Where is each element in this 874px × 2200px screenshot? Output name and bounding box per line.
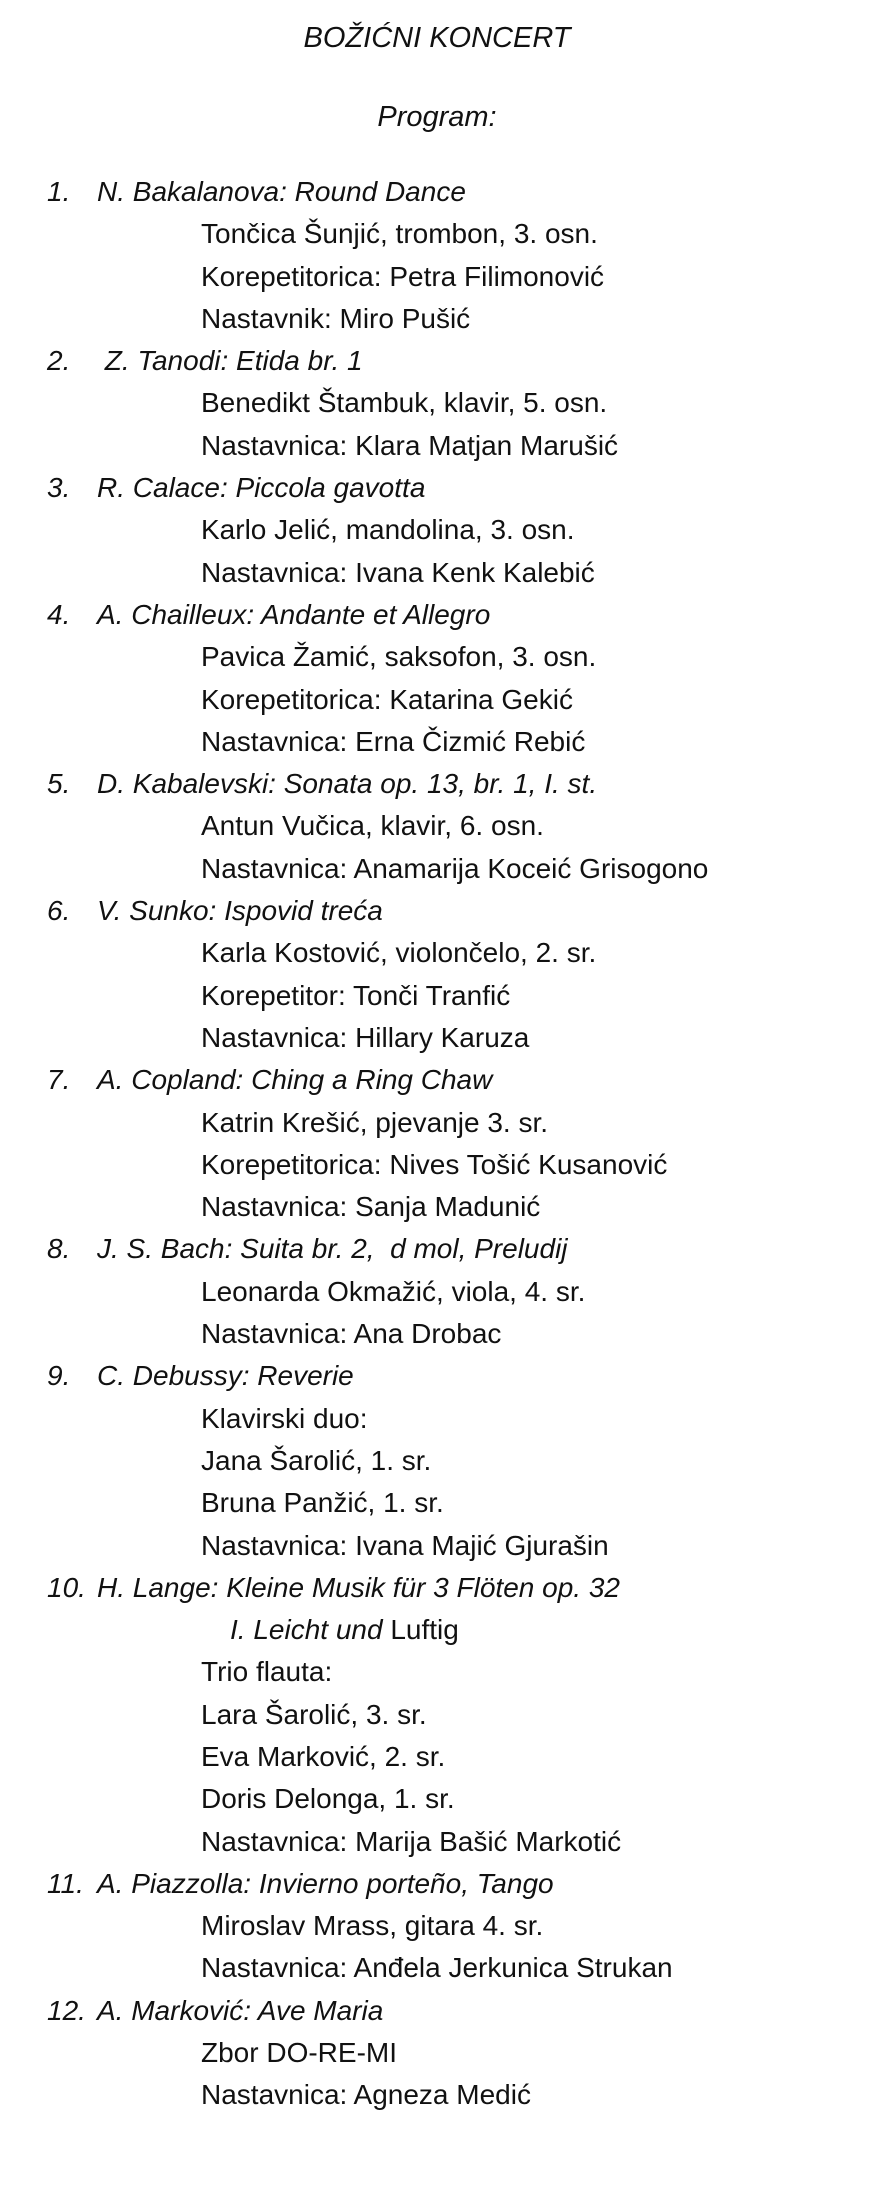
piece-line [0,467,874,509]
item-number: 1. [47,176,71,207]
program-item [0,1567,874,1863]
piece-line [0,763,874,805]
piece-title: Z. Tanodi: Etida br. 1 [97,345,363,377]
item-number: 9. [47,1360,71,1392]
program-item [0,340,874,467]
item-number: 2. [47,345,71,377]
performer-detail: Nastavnica: Erna Čizmić Rebić [201,725,586,757]
item-number: 5. [47,768,71,800]
piece-line [0,1990,874,2032]
item-number: 11. [47,1867,84,1899]
performer-detail: Klavirski duo: [201,1402,368,1434]
piece-title: D. Kabalevski: Sonata op. 13, br. 1, I. st. [97,768,598,800]
performer-detail: Miroslav Mrass, gitara 4. sr. [201,1910,544,1942]
performer-detail: Zbor DO-RE-MI [201,2037,397,2069]
item-number: 3. [47,472,71,504]
piece-title: J. S. Bach: Suita br. 2, d mol, Preludij [97,1233,568,1265]
program-item [0,1059,874,1228]
piece-line [0,171,874,213]
program-item [0,171,874,340]
performer-detail: Korepetitorica: Petra Filimonović [201,260,605,292]
piece-line [0,1863,874,1905]
piece-movement [0,1609,874,1651]
piece-line [0,890,874,932]
piece-title: C. Debussy: Reverie [97,1360,354,1392]
performer-detail: Tončica Šunjić, trombon, 3. osn. [201,218,598,250]
performer-detail: Nastavnica: Sanja Madunić [201,1191,541,1223]
program-item [0,1228,874,1355]
program-heading: Program: [377,101,497,133]
piece-title: N. Bakalanova: Round Dance [97,176,466,207]
program-item [0,1355,874,1566]
piece-line [0,340,874,382]
performer-detail: Nastavnica: Marija Bašić Markotić [201,1825,622,1857]
performer-detail: Jana Šarolić, 1. sr. [201,1444,432,1476]
performer-detail: Eva Marković, 2. sr. [201,1740,446,1772]
program-list [0,171,874,2117]
program-item [0,594,874,763]
program-item [0,467,874,594]
performer-detail: Benedikt Štambuk, klavir, 5. osn. [201,387,608,419]
performer-detail: Katrin Krešić, pjevanje 3. sr. [201,1106,549,1138]
performer-detail: Korepetitorica: Nives Tošić Kusanović [201,1148,668,1180]
piece-title: A. Copland: Ching a Ring Chaw [97,1064,493,1096]
piece-title: A. Chailleux: Andante et Allegro [97,598,491,630]
program-item [0,890,874,1059]
performer-detail: Trio flauta: [201,1656,333,1688]
movement-italic: I. Leicht und [230,1614,383,1646]
piece-title: A. Piazzolla: Invierno porteño, Tango [97,1867,554,1899]
performer-detail: Karla Kostović, violončelo, 2. sr. [201,937,597,969]
piece-line [0,1059,874,1101]
performer-detail: Antun Vučica, klavir, 6. osn. [201,810,544,842]
item-number: 6. [47,895,71,927]
movement-plain: Luftig [382,1614,459,1646]
performer-detail: Nastavnica: Hillary Karuza [201,1021,530,1053]
item-number: 10. [47,1571,86,1603]
performer-detail: Korepetitorica: Katarina Gekić [201,683,573,715]
piece-line [0,1567,874,1609]
performer-detail: Nastavnica: Ana Drobac [201,1318,502,1350]
performer-detail: Lara Šarolić, 3. sr. [201,1698,427,1730]
piece-title: A. Marković: Ave Maria [97,1994,384,2026]
item-number: 7. [47,1064,71,1096]
performer-detail: Bruna Panžić, 1. sr. [201,1487,444,1519]
concert-title: BOŽIĆNI KONCERT [303,22,571,54]
performer-detail: Pavica Žamić, saksofon, 3. osn. [201,641,597,673]
performer-detail: Nastavnica: Anđela Jerkunica Strukan [201,1952,673,1984]
piece-title: H. Lange: Kleine Musik für 3 Flöten op. 32 [97,1571,620,1603]
performer-detail: Korepetitor: Tonči Tranfić [201,979,511,1011]
piece-line [0,1355,874,1397]
performer-detail: Nastavnica: Ivana Majić Gjurašin [201,1529,609,1561]
performer-detail: Karlo Jelić, mandolina, 3. osn. [201,514,575,546]
performer-detail: Nastavnica: Ivana Kenk Kalebić [201,556,595,588]
performer-detail: Nastavnik: Miro Pušić [201,302,471,334]
program-item [0,1990,874,2117]
item-number: 12. [47,1994,86,2026]
piece-title: R. Calace: Piccola gavotta [97,472,426,504]
program-item [0,1863,874,1990]
performer-detail: Nastavnica: Anamarija Koceić Grisogono [201,852,709,884]
performer-detail: Doris Delonga, 1. sr. [201,1783,455,1815]
performer-detail: Nastavnica: Klara Matjan Marušić [201,429,619,461]
item-number: 8. [47,1233,71,1265]
piece-title: V. Sunko: Ispovid treća [97,895,383,927]
program-item [0,763,874,890]
piece-line [0,1228,874,1270]
piece-line [0,594,874,636]
item-number: 4. [47,598,71,630]
performer-detail: Nastavnica: Agneza Medić [201,2079,531,2111]
performer-detail: Leonarda Okmažić, viola, 4. sr. [201,1275,586,1307]
